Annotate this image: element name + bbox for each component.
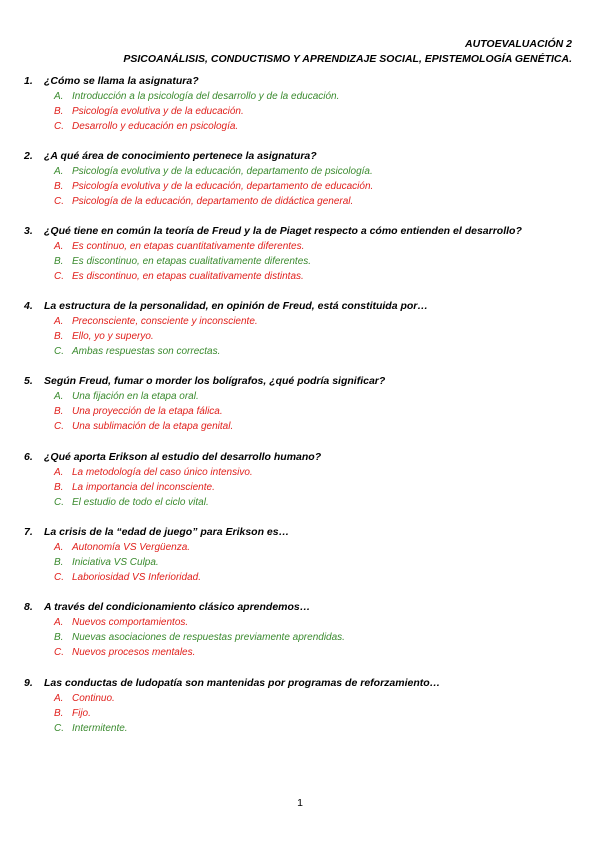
option-letter: A.	[54, 542, 64, 553]
answer-option-b	[24, 179, 584, 194]
option-letter: B.	[54, 632, 64, 643]
question-label: La estructura de la personalidad, en opinión de Freud, está constituida por…	[44, 300, 428, 312]
question-number: 1.	[24, 75, 33, 87]
option-text: La importancia del inconsciente.	[72, 482, 215, 493]
question-1	[24, 73, 584, 134]
option-text: Ambas respuestas son correctas.	[72, 346, 221, 357]
option-text: Continuo.	[72, 693, 115, 704]
option-text: Psicología evolutiva y de la educación.	[72, 106, 244, 117]
option-letter: C.	[54, 121, 64, 132]
answer-option-b	[24, 480, 584, 495]
option-text: Intermitente.	[72, 723, 128, 734]
option-text: Una sublimación de la etapa genital.	[72, 421, 234, 432]
option-text: Psicología de la educación, departamento de didáctica general.	[72, 196, 354, 207]
option-text: Iniciativa VS Culpa.	[72, 557, 159, 568]
option-letter: B.	[54, 331, 64, 342]
answer-option-b	[24, 329, 584, 344]
question-number: 7.	[24, 526, 33, 538]
option-text: Es discontinuo, en etapas cualitativamente diferentes.	[72, 256, 312, 267]
question-2	[24, 148, 584, 209]
option-letter: A.	[54, 91, 64, 102]
question-label: ¿A qué área de conocimiento pertenece la asignatura?	[44, 150, 317, 162]
answer-option-c	[24, 645, 584, 660]
question-number: 5.	[24, 375, 33, 387]
option-letter: C.	[54, 271, 64, 282]
option-letter: A.	[54, 693, 64, 704]
question-number: 9.	[24, 677, 33, 689]
option-letter: C.	[54, 421, 64, 432]
question-number: 8.	[24, 601, 33, 613]
document-subtitle: PSICOANÁLISIS, CONDUCTISMO Y APRENDIZAJE SOCIAL, EPISTEMOLOGÍA GENÉTICA.	[123, 53, 572, 65]
option-letter: A.	[54, 316, 64, 327]
question-label: Según Freud, fumar o morder los bolígrafos, ¿qué podría significar?	[44, 375, 386, 387]
answer-option-a	[24, 465, 584, 480]
answer-option-a	[24, 239, 584, 254]
question-text	[24, 524, 584, 540]
option-text: Desarrollo y educación en psicología.	[72, 121, 239, 132]
option-text: Preconsciente, consciente y inconsciente.	[72, 316, 258, 327]
option-text: Es continuo, en etapas cuantitativamente diferentes.	[72, 241, 305, 252]
answer-option-a	[24, 389, 584, 404]
answer-option-c	[24, 570, 584, 585]
answer-option-c	[24, 119, 584, 134]
question-number: 4.	[24, 300, 33, 312]
answer-option-b	[24, 555, 584, 570]
option-letter: C.	[54, 723, 64, 734]
option-text: Autonomía VS Vergüenza.	[72, 542, 191, 553]
question-text	[24, 73, 584, 89]
answer-option-a	[24, 691, 584, 706]
answer-option-c	[24, 495, 584, 510]
question-text	[24, 599, 584, 615]
option-text: Nuevos comportamientos.	[72, 617, 189, 628]
question-4	[24, 298, 584, 359]
option-text: Laboriosidad VS Inferioridad.	[72, 572, 201, 583]
option-letter: B.	[54, 406, 64, 417]
answer-option-c	[24, 419, 584, 434]
option-text: Es discontinuo, en etapas cualitativamente distintas.	[72, 271, 304, 282]
answer-option-a	[24, 540, 584, 555]
option-letter: A.	[54, 166, 64, 177]
answer-option-c	[24, 194, 584, 209]
question-text	[24, 675, 584, 691]
answer-option-b	[24, 104, 584, 119]
option-text: Nuevos procesos mentales.	[72, 647, 196, 658]
option-letter: A.	[54, 467, 64, 478]
option-text: Una proyección de la etapa fálica.	[72, 406, 223, 417]
answer-option-c	[24, 344, 584, 359]
option-letter: B.	[54, 557, 64, 568]
question-text	[24, 148, 584, 164]
question-9	[24, 675, 584, 736]
option-letter: B.	[54, 181, 64, 192]
answer-option-c	[24, 269, 584, 284]
option-letter: C.	[54, 497, 64, 508]
option-text: El estudio de todo el ciclo vital.	[72, 497, 209, 508]
page-number: 1	[297, 797, 303, 809]
answer-option-b	[24, 404, 584, 419]
question-label: La crisis de la “edad de juego” para Erikson es…	[44, 526, 290, 538]
answer-option-a	[24, 164, 584, 179]
question-number: 3.	[24, 225, 33, 237]
option-letter: C.	[54, 346, 64, 357]
option-text: La metodología del caso único intensivo.	[72, 467, 253, 478]
option-letter: B.	[54, 708, 64, 719]
option-text: Nuevas asociaciones de respuestas previamente aprendidas.	[72, 632, 345, 643]
answer-option-a	[24, 89, 584, 104]
option-letter: B.	[54, 256, 64, 267]
option-letter: A.	[54, 241, 64, 252]
question-3	[24, 223, 584, 284]
question-text	[24, 298, 584, 314]
answer-option-b	[24, 706, 584, 721]
question-text	[24, 449, 584, 465]
answer-option-a	[24, 615, 584, 630]
question-label: ¿Cómo se llama la asignatura?	[44, 75, 199, 87]
answer-option-a	[24, 314, 584, 329]
answer-option-b	[24, 254, 584, 269]
option-text: Psicología evolutiva y de la educación, departamento de psicología.	[72, 166, 373, 177]
option-letter: B.	[54, 106, 64, 117]
question-label: ¿Qué tiene en común la teoría de Freud y la de Piaget respecto a cómo entienden el desarrollo?	[44, 225, 522, 237]
question-number: 2.	[24, 150, 33, 162]
question-7	[24, 524, 584, 585]
question-label: ¿Qué aporta Erikson al estudio del desarrollo humano?	[44, 451, 322, 463]
question-number: 6.	[24, 451, 33, 463]
option-letter: B.	[54, 482, 64, 493]
question-label: Las conductas de ludopatía son mantenidas por programas de reforzamiento…	[44, 677, 441, 689]
answer-option-c	[24, 721, 584, 736]
option-text: Introducción a la psicología del desarrollo y de la educación.	[72, 91, 340, 102]
answer-option-b	[24, 630, 584, 645]
question-text	[24, 223, 584, 239]
question-6	[24, 449, 584, 510]
option-letter: C.	[54, 196, 64, 207]
option-letter: C.	[54, 572, 64, 583]
option-text: Fijo.	[72, 708, 91, 719]
option-letter: C.	[54, 647, 64, 658]
option-text: Psicología evolutiva y de la educación, departamento de educación.	[72, 181, 374, 192]
question-label: A través del condicionamiento clásico aprendemos…	[44, 601, 311, 613]
option-letter: A.	[54, 391, 64, 402]
question-5	[24, 373, 584, 434]
option-letter: A.	[54, 617, 64, 628]
question-8	[24, 599, 584, 660]
document-title: AUTOEVALUACIÓN 2	[465, 38, 572, 50]
option-text: Ello, yo y superyo.	[72, 331, 154, 342]
question-text	[24, 373, 584, 389]
option-text: Una fijación en la etapa oral.	[72, 391, 199, 402]
